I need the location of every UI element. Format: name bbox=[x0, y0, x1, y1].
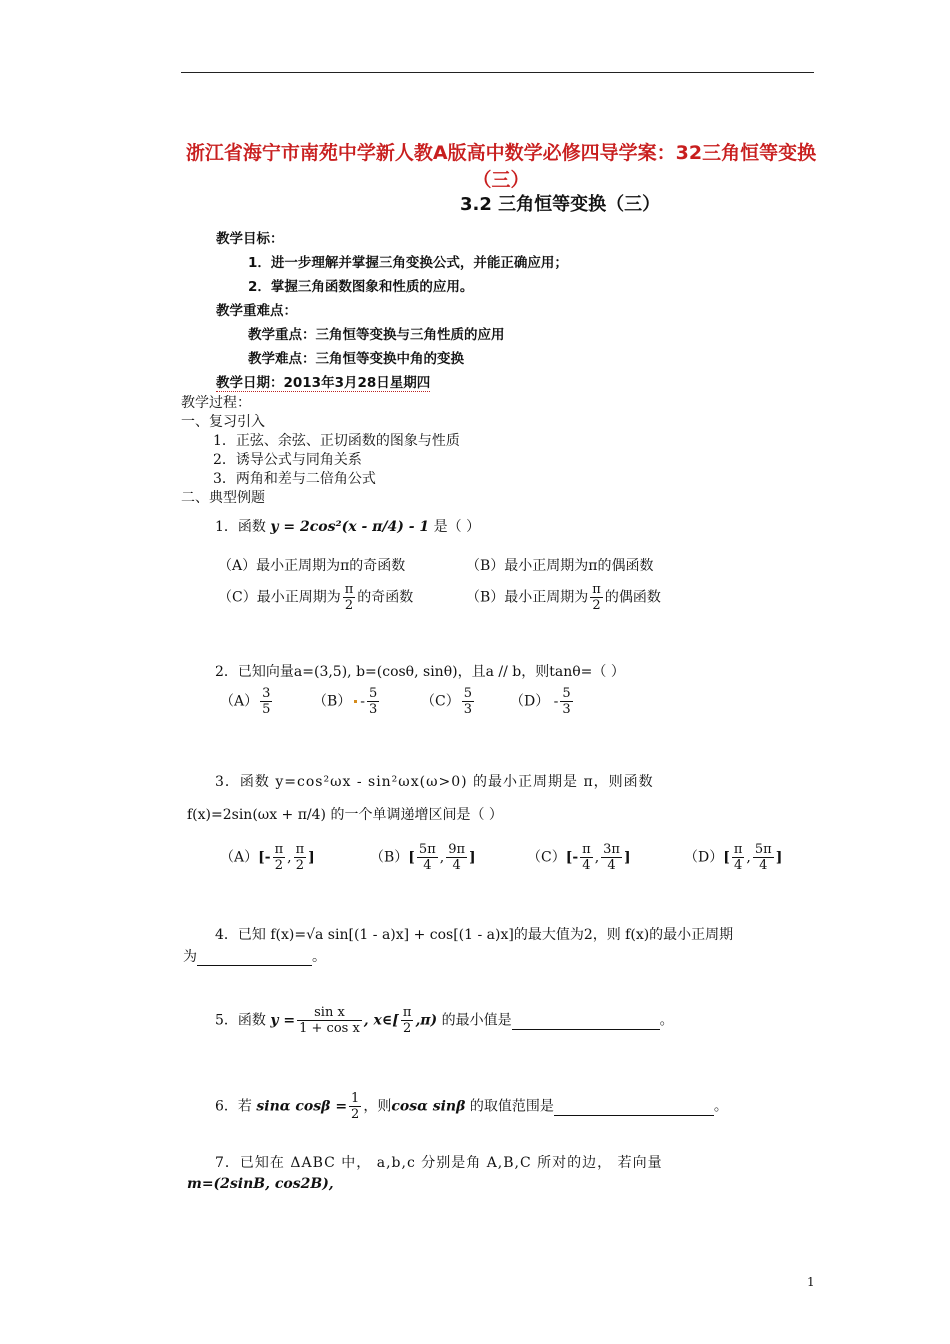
key-point: 教学重点：三角恒等变换与三角性质的应用 bbox=[248, 327, 505, 343]
answer-blank bbox=[197, 949, 312, 966]
q1-stem: 1．函数 bbox=[215, 519, 266, 535]
fraction: $\frac{3}{5}$ bbox=[262, 686, 271, 717]
q3-option-a: （A）[- $\frac{\pi}{2}$ , $\frac{\pi}{2}$ ] bbox=[220, 842, 315, 873]
question-4-line1: 4．已知 f(x)=√a sin[(1 - a)x] + cos[(1 - a)x]的最大值为2，则 f(x)的最小正周期 bbox=[215, 927, 734, 943]
question-6: 6．若 sinα cosβ = $\frac{1}{2}$ ，则cosα sinβ 的取值范围是 。 bbox=[215, 1091, 728, 1122]
q3-d-label: （D） bbox=[684, 849, 724, 866]
q1-d-post: 的偶函数 bbox=[604, 589, 661, 606]
q1-option-a: （A）最小正周期为π的奇函数 bbox=[218, 558, 406, 574]
q2-option-b: （B） - $\frac{5}{3}$ bbox=[313, 686, 378, 717]
q3-b-label: （B） bbox=[370, 849, 409, 866]
q2-b-label: （B） bbox=[313, 693, 352, 710]
fraction: $\frac{\pi}{4}$ bbox=[582, 842, 591, 873]
fraction: $\frac{\text{sin x}}{\text{1 + cos x}}$ bbox=[299, 1005, 360, 1036]
q5-post: 的最小值是 bbox=[441, 1012, 512, 1029]
answer-blank bbox=[512, 1013, 660, 1030]
q5-pre: 5．函数 bbox=[215, 1012, 266, 1029]
fraction: $\frac{5}{3}$ bbox=[463, 686, 472, 717]
q3-option-d: （D）[ $\frac{\pi}{4}$ , $\frac{5\pi}{4}$ ] bbox=[684, 842, 783, 873]
q1-paren: 是（ ） bbox=[433, 519, 481, 535]
q2-option-c bbox=[421, 686, 476, 717]
q1-option-d bbox=[466, 582, 661, 613]
question-5: 5．函数 y = $\frac{\text{sin x}}{\text{1 + cos x}}$ , x∈[ $\frac{\pi}{2}$ ,π) 的最小值是 。 bbox=[215, 1005, 674, 1036]
q3-c-label: （C） bbox=[527, 849, 566, 866]
review-item: 1．正弦、余弦、正切函数的图象与性质 bbox=[213, 433, 460, 449]
key-label: 教学重难点： bbox=[216, 303, 297, 319]
q1-c-pre: （C）最小正周期为 bbox=[218, 589, 341, 606]
difficulty-point: 教学难点：三角恒等变换中角的变换 bbox=[248, 351, 464, 367]
fraction: $\frac{5\pi}{4}$ bbox=[418, 842, 436, 873]
answer-blank bbox=[554, 1099, 714, 1116]
document-title: 浙江省海宁市南苑中学新人教A版高中数学必修四导学案：32三角恒等变换（三） bbox=[185, 142, 817, 191]
question-3-line1: 3．函数 y=cos²ωx - sin²ωx(ω>0) 的最小正周期是 π，则函数 bbox=[215, 774, 654, 790]
q4-line2-post: 。 bbox=[312, 949, 326, 965]
question-3-line2: f(x)=2sin(ωx + π/4) 的一个单调递增区间是（ ） bbox=[187, 807, 503, 823]
q6-post: 的取值范围是 bbox=[469, 1098, 554, 1115]
lesson-title: 3.2 三角恒等变换（三） bbox=[460, 194, 661, 215]
teaching-goals bbox=[216, 227, 568, 395]
q6-end: 。 bbox=[713, 1098, 728, 1115]
review-heading: 一、复习引入 bbox=[181, 414, 265, 430]
teaching-date: 教学日期：2013年3月28日星期四 bbox=[216, 375, 431, 391]
question-4-line2 bbox=[183, 946, 326, 966]
q1-c-post: 的奇函数 bbox=[357, 589, 414, 606]
q3-option-c: （C）[- $\frac{\pi}{4}$ , $\frac{3\pi}{4}$ ] bbox=[527, 842, 631, 873]
q6-mid: ，则 bbox=[363, 1098, 392, 1115]
q4-line2-pre: 为 bbox=[183, 949, 197, 965]
q1-formula: y = 2cos²(x - π/4) - 1 bbox=[270, 519, 430, 535]
question-7-line2: m=(2sinB, cos2B), bbox=[187, 1176, 334, 1192]
examples-heading: 二、典型例题 bbox=[181, 490, 265, 506]
review-item: 2．诱导公式与同角关系 bbox=[213, 452, 362, 468]
review-item: 3．两角和差与二倍角公式 bbox=[213, 471, 376, 487]
q2-option-a bbox=[220, 686, 274, 717]
goal-item: 1．进一步理解并掌握三角变换公式，并能正确应用； bbox=[248, 255, 568, 271]
q3-a-label: （A） bbox=[220, 849, 259, 866]
goals-label: 教学目标： bbox=[216, 231, 284, 247]
fraction: $\frac{5}{3}$ bbox=[562, 686, 571, 717]
fraction: $\frac{\pi}{2}$ bbox=[274, 842, 284, 873]
process-section bbox=[181, 394, 460, 508]
page-number: 1 bbox=[807, 1275, 815, 1289]
q2-c-label: （C） bbox=[421, 693, 460, 710]
q2-option-d: （D） - $\frac{5}{3}$ bbox=[510, 686, 571, 717]
question-2: 2．已知向量a=(3,5), b=(cosθ, sinθ)，且a // b，则tanθ=（ ） bbox=[215, 664, 625, 680]
q5-end: 。 bbox=[659, 1012, 674, 1029]
fraction: $\frac{9\pi}{4}$ bbox=[448, 842, 466, 873]
q1-option-b: （B）最小正周期为π的偶函数 bbox=[466, 558, 654, 574]
fraction: $\frac{3\pi}{4}$ bbox=[603, 842, 620, 873]
fraction: $\frac{\pi}{2}$ bbox=[344, 582, 354, 613]
process-label: 教学过程： bbox=[181, 395, 251, 411]
q3-option-b: （B）[ $\frac{5\pi}{4}$ , $\frac{9\pi}{4}$ ] bbox=[370, 842, 476, 873]
fraction: $\frac{1}{2}$ bbox=[351, 1091, 360, 1122]
fraction: $\frac{\pi}{4}$ bbox=[733, 842, 743, 873]
q2-d-label: （D） bbox=[510, 693, 550, 710]
fraction: $\frac{\pi}{2}$ bbox=[295, 842, 305, 873]
question-7-line1: 7．已知在 ΔABC 中， a,b,c 分别是角 A,B,C 所对的边， 若向量 bbox=[215, 1155, 663, 1171]
q2-a-label: （A） bbox=[220, 693, 259, 710]
fraction: $\frac{\pi}{2}$ bbox=[402, 1005, 412, 1036]
question-1 bbox=[215, 516, 480, 536]
q6-pre: 6．若 bbox=[215, 1098, 252, 1115]
fraction: $\frac{5\pi}{4}$ bbox=[754, 842, 772, 873]
header-rule bbox=[181, 72, 814, 73]
goal-item: 2．掌握三角函数图象和性质的应用。 bbox=[248, 279, 474, 295]
fraction: $\frac{\pi}{2}$ bbox=[592, 582, 601, 613]
fraction: $\frac{5}{3}$ bbox=[369, 686, 378, 717]
q1-d-pre: （B）最小正周期为 bbox=[466, 589, 589, 606]
q1-option-c bbox=[218, 582, 413, 613]
